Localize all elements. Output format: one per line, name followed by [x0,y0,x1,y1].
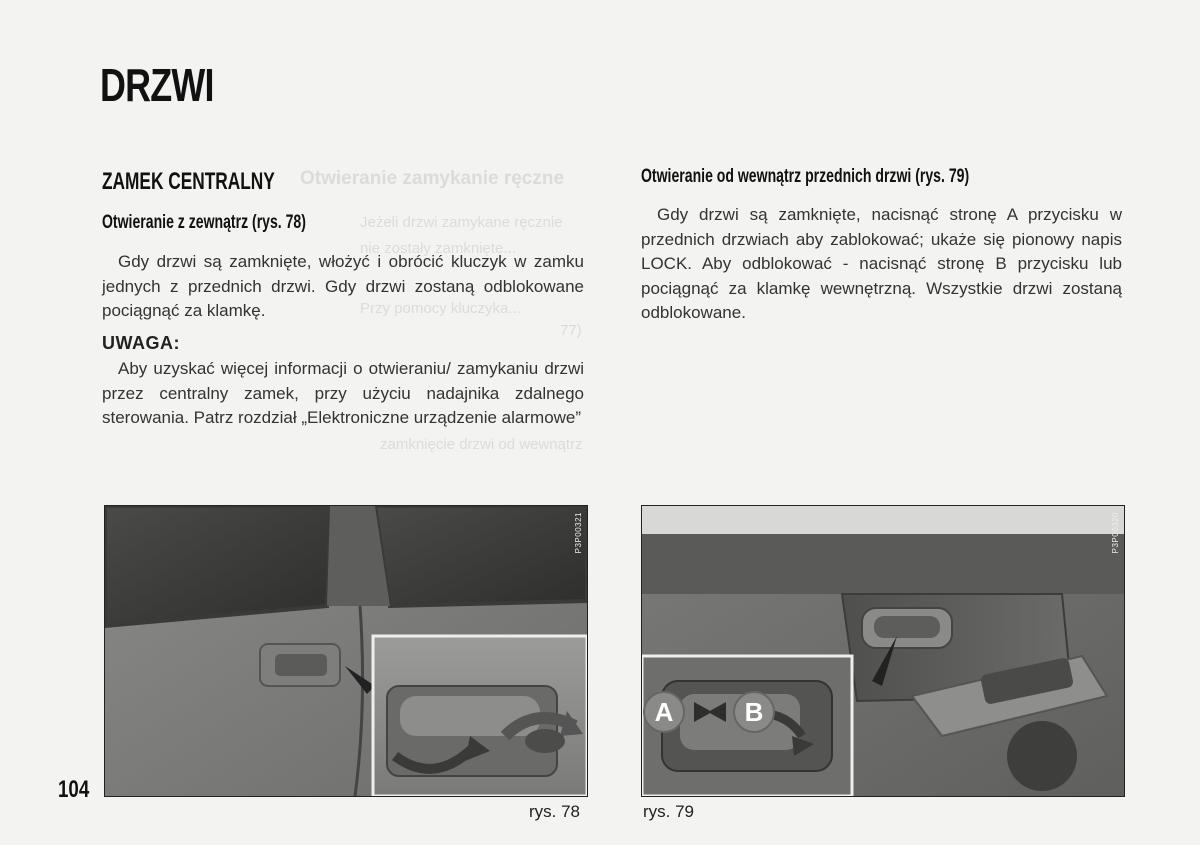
figure-79-caption: rys. 79 [643,802,695,821]
label-b: B [744,697,764,727]
note-text: Aby uzyskać więcej informacji o otwieraniu/ zamykaniu drzwi przez centralny zamek, przy użyciu nadajnika zdalnego sterowania. Patrz rozdział „Elektroniczne urządzenie alarmowe” [102,359,584,427]
bleed-through-line: Przy pomocy kluczyka... [360,300,521,317]
left-subheading: Otwieranie z zewnątrz (rys. 78) [102,212,306,233]
figure-79 [641,505,1125,797]
figure-code: P3P00321 [574,512,583,554]
bleed-through-heading: Otwieranie zamykanie ręczne [300,168,565,189]
figure-78 [104,505,588,797]
left-paragraph: Gdy drzwi są zamknięte, włożyć i obrócić kluczyk w zamku jednych z przednich drzwi. Gdy drzwi zostaną odblokowane pociągnąć za klamkę. [102,252,584,320]
figure-code: P3P00320 [1111,512,1120,554]
label-a: A [654,697,674,727]
bleed-through-line: nie zostały zamknięte... [360,240,516,257]
right-paragraph: Gdy drzwi są zamknięte, nacisnąć stronę A przycisku w przednich drzwiach aby zablokować; ukaże się pionowy napis LOCK. Aby odblokować - nacisnąć stronę B przycisku lub pociągnąć za klamkę wewnętrzną. Wszystkie drzwi zostaną odblokowane. [641,205,1122,322]
figure-78-caption: rys. 78 [529,802,581,821]
note-label: UWAGA: [102,333,180,353]
page-title: DRZWI [100,59,214,111]
right-subheading: Otwieranie od wewnątrz przednich drzwi (rys. 79) [641,166,970,187]
car-door-interior-illustration [642,506,1124,796]
bleed-through-line: Jeżeli drzwi zamykane ręcznie [360,214,563,231]
car-door-exterior-illustration [105,506,587,796]
bleed-through-line: zamknięcie drzwi od wewnątrz [380,436,583,453]
page-number: 104 [58,776,90,803]
bleed-through-line: 77) [560,322,582,339]
section-heading: ZAMEK CENTRALNY [102,168,275,195]
